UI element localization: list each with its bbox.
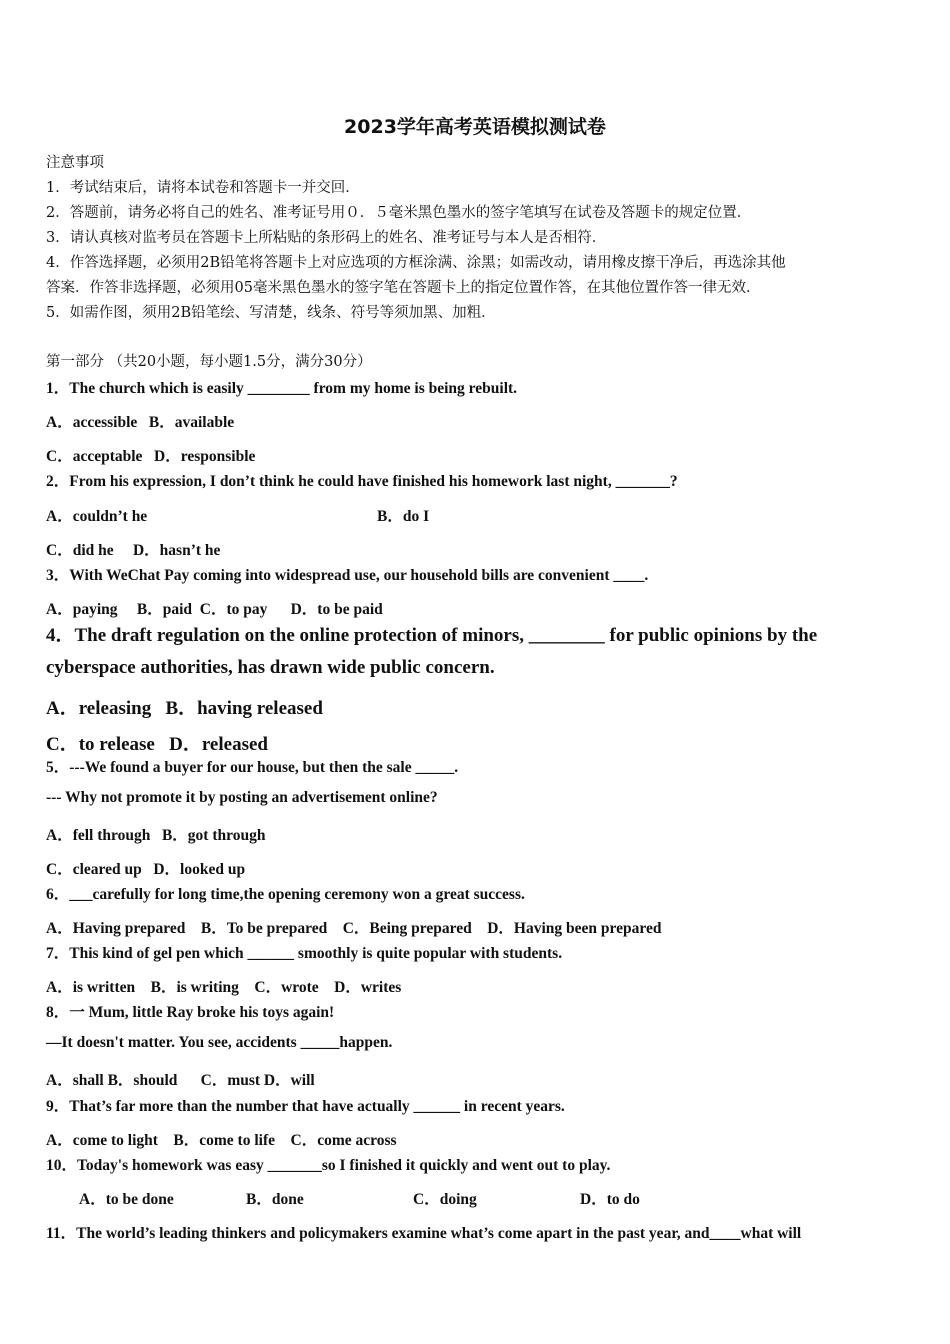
note-item-5: 5．如需作图，须用2B铅笔绘、写清楚，线条、符号等须加黑、加粗． xyxy=(46,305,496,321)
question-7-stem: 7．This kind of gel pen which ______ smoothly is quite popular with students. xyxy=(46,945,563,962)
question-10-option-a: A．to be done xyxy=(79,1191,174,1208)
question-10-stem: 10．Today's homework was easy _______so I finished it quickly and went out to play. xyxy=(46,1157,611,1174)
question-4-stem-line-2: cyberspace authorities, has drawn wide public concern. xyxy=(46,657,495,678)
question-10-option-d: D．to do xyxy=(580,1191,640,1208)
note-item-4: 4．作答选择题，必须用2B铅笔将答题卡上对应选项的方框涂满、涂黑；如需改动，请用橡皮擦干净后，再选涂其他 xyxy=(46,255,786,271)
question-2-stem: 2．From his expression, I don’t think he could have finished his homework last night, _______? xyxy=(46,473,678,490)
question-4-options-ab: A．releasing B．having released xyxy=(46,698,323,719)
note-item-1: 1．考试结束后，请将本试卷和答题卡一并交回． xyxy=(46,180,360,196)
question-10-option-b: B．done xyxy=(246,1191,304,1208)
question-4-stem-line-1: 4．The draft regulation on the online protection of minors, ________ for public opinions by the xyxy=(46,625,818,646)
question-2-options-cd: C．did he D．hasn’t he xyxy=(46,542,221,559)
notes-heading: 注意事项 xyxy=(46,155,104,171)
note-item-3: 3．请认真核对监考员在答题卡上所粘贴的条形码上的姓名、准考证号与本人是否相符． xyxy=(46,230,607,246)
question-4-options-cd: C．to release D．released xyxy=(46,734,268,755)
question-5-options-cd: C．cleared up D．looked up xyxy=(46,861,246,878)
question-3-options: A．paying B．paid C．to pay D．to be paid xyxy=(46,601,383,618)
question-5-stem: 5．---We found a buyer for our house, but then the sale _____. xyxy=(46,759,459,776)
question-2-option-a: A．couldn’t he xyxy=(46,508,148,525)
question-8-reply: —It doesn't matter. You see, accidents _____happen. xyxy=(46,1034,393,1051)
question-9-options: A．come to light B．come to life C．come across xyxy=(46,1132,397,1149)
question-10-option-c: C．doing xyxy=(413,1191,477,1208)
note-item-2: 2．答题前，请务必将自己的姓名、准考证号用０．５毫米黑色墨水的签字笔填写在试卷及答题卡的规定位置． xyxy=(46,205,752,221)
question-2-option-b: B．do I xyxy=(377,508,430,525)
question-1-options-cd: C．acceptable D．responsible xyxy=(46,448,256,465)
question-1-stem: 1．The church which is easily ________ from my home is being rebuilt. xyxy=(46,380,518,397)
question-11-stem: 11．The world’s leading thinkers and policymakers examine what’s come apart in the past year, and____what will xyxy=(46,1225,802,1242)
note-item-4-cont: 答案．作答非选择题，必须用05毫米黑色墨水的签字笔在答题卡上的指定位置作答，在其他位置作答一律无效． xyxy=(46,280,761,296)
question-1-options-ab: A．accessible B．available xyxy=(46,414,235,431)
question-8-options: A．shall B．should C．must D．will xyxy=(46,1072,315,1089)
question-3-stem: 3．With WeChat Pay coming into widespread use, our household bills are convenient ____. xyxy=(46,567,649,584)
question-6-options: A．Having prepared B．To be prepared C．Being prepared D．Having been prepared xyxy=(46,920,662,937)
page-title: 2023学年高考英语模拟测试卷 xyxy=(344,116,606,138)
question-8-stem: 8．一 Mum, little Ray broke his toys again! xyxy=(46,1004,335,1021)
question-7-options: A．is written B．is writing C．wrote D．writes xyxy=(46,979,402,996)
question-5-reply: --- Why not promote it by posting an advertisement online? xyxy=(46,789,438,806)
question-6-stem: 6．___carefully for long time,the opening ceremony won a great success. xyxy=(46,886,525,903)
section-heading: 第一部分 （共20小题，每小题1.5分，满分30分） xyxy=(46,354,372,370)
question-5-options-ab: A．fell through B．got through xyxy=(46,827,266,844)
question-9-stem: 9．That’s far more than the number that have actually ______ in recent years. xyxy=(46,1098,565,1115)
